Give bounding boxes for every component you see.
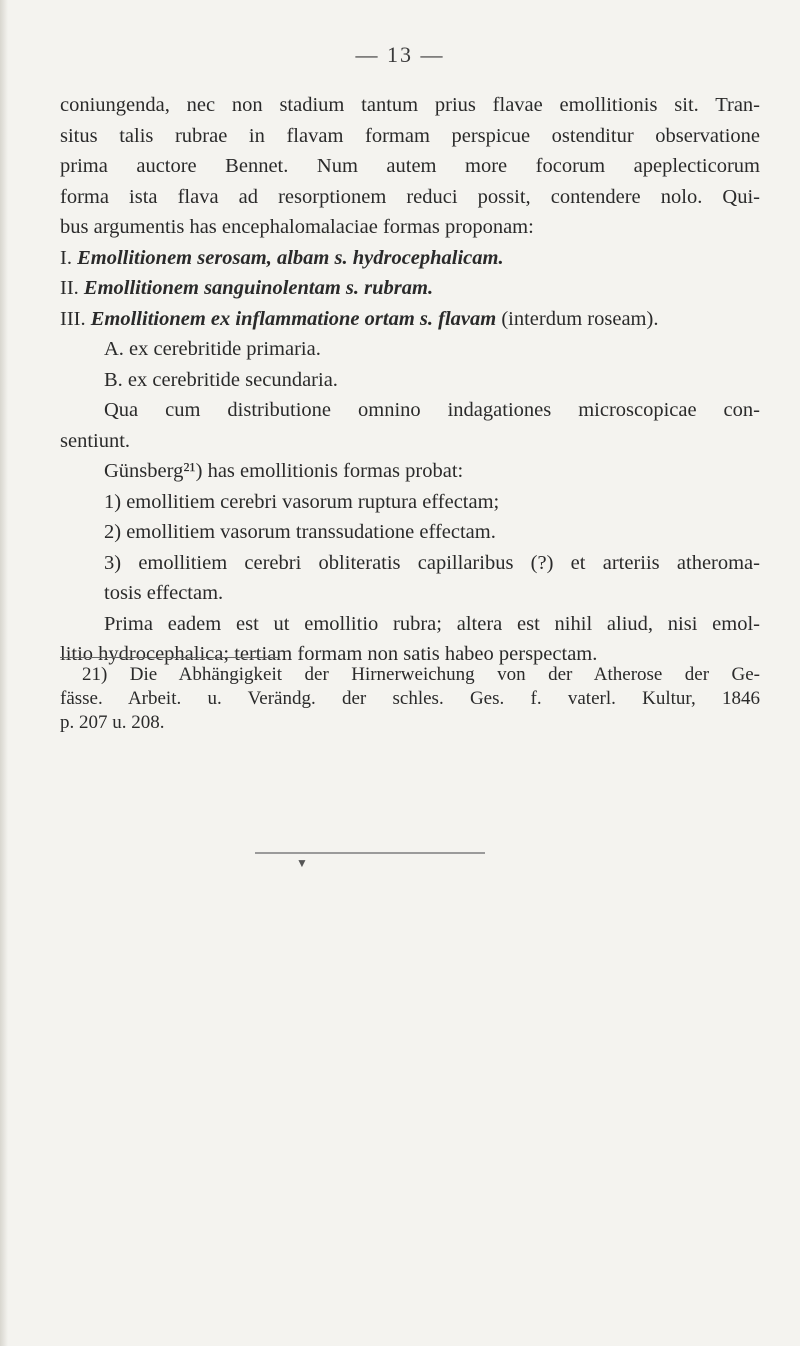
- text-line: sentiunt.: [60, 429, 131, 452]
- footnote-line: fässe. Arbeit. u. Verändg. der schles. Ges. f. vaterl. Kultur, 1846: [60, 688, 760, 709]
- numbered-item: 3) emollitiem cerebri obliteratis capillaribus (?) et arteriis atheroma-: [104, 551, 760, 574]
- roman-numeral: I.: [60, 246, 72, 269]
- footnote-divider: [60, 657, 280, 658]
- print-mark-icon: ▼: [296, 856, 308, 870]
- list-item-roman: [60, 273, 760, 304]
- page-edge: [0, 0, 8, 1346]
- roman-item-text: Emollitionem sanguinolentam s. rubram.: [83, 277, 434, 299]
- roman-item-text: Emollitionem ex inflammatione ortam s. flavam: [90, 307, 497, 330]
- list-item-roman: [60, 304, 760, 335]
- page-number: — 13 —: [355, 42, 445, 67]
- text-line: bus argumentis has encephalomalaciae formas proponam:: [60, 216, 534, 238]
- roman-item-text: Emollitionem serosam, albam s. hydrocephalicam.: [77, 246, 504, 269]
- roman-item-suffix: (interdum roseam).: [501, 307, 659, 330]
- text-line: situs talis rubrae in flavam formam perspicue ostenditur observatione: [60, 124, 760, 147]
- text-line: prima auctore Bennet. Num autem more focorum apeplecticorum: [60, 155, 760, 177]
- footnote: [60, 663, 760, 735]
- main-text: [60, 90, 760, 670]
- roman-numeral: II.: [60, 277, 79, 299]
- numbered-item: 2) emollitiem vasorum transsudatione effectam.: [104, 521, 496, 543]
- text-line: coniungenda, nec non stadium tantum prius flavae emollitionis sit. Tran-: [60, 94, 760, 116]
- sub-item: B. ex cerebritide secundaria.: [104, 368, 338, 391]
- list-item-roman: [60, 243, 760, 274]
- sub-item: A. ex cerebritide primaria.: [104, 338, 321, 360]
- roman-numeral: III.: [60, 307, 86, 330]
- text-line: forma ista flava ad resorptionem reduci possit, contendere nolo. Qui-: [60, 185, 760, 208]
- numbered-item-continuation: tosis effectam.: [104, 582, 224, 604]
- numbered-item: 1) emollitiem cerebri vasorum ruptura effectam;: [104, 490, 500, 513]
- text-line: Prima eadem est ut emollitio rubra; altera est nihil aliud, nisi emol-: [104, 612, 760, 635]
- bottom-rule: [255, 852, 485, 854]
- text-line: Günsberg²¹) has emollitionis formas probat:: [104, 460, 464, 482]
- text-line: litio hydrocephalica; tertiam formam non satis habeo perspectam.: [60, 643, 598, 665]
- text-line: Qua cum distributione omnino indagationes microscopicae con-: [104, 399, 760, 421]
- footnote-line: p. 207 u. 208.: [60, 712, 165, 733]
- footnote-line: 21) Die Abhängigkeit der Hirnerweichung von der Atherose der Ge-: [82, 664, 760, 685]
